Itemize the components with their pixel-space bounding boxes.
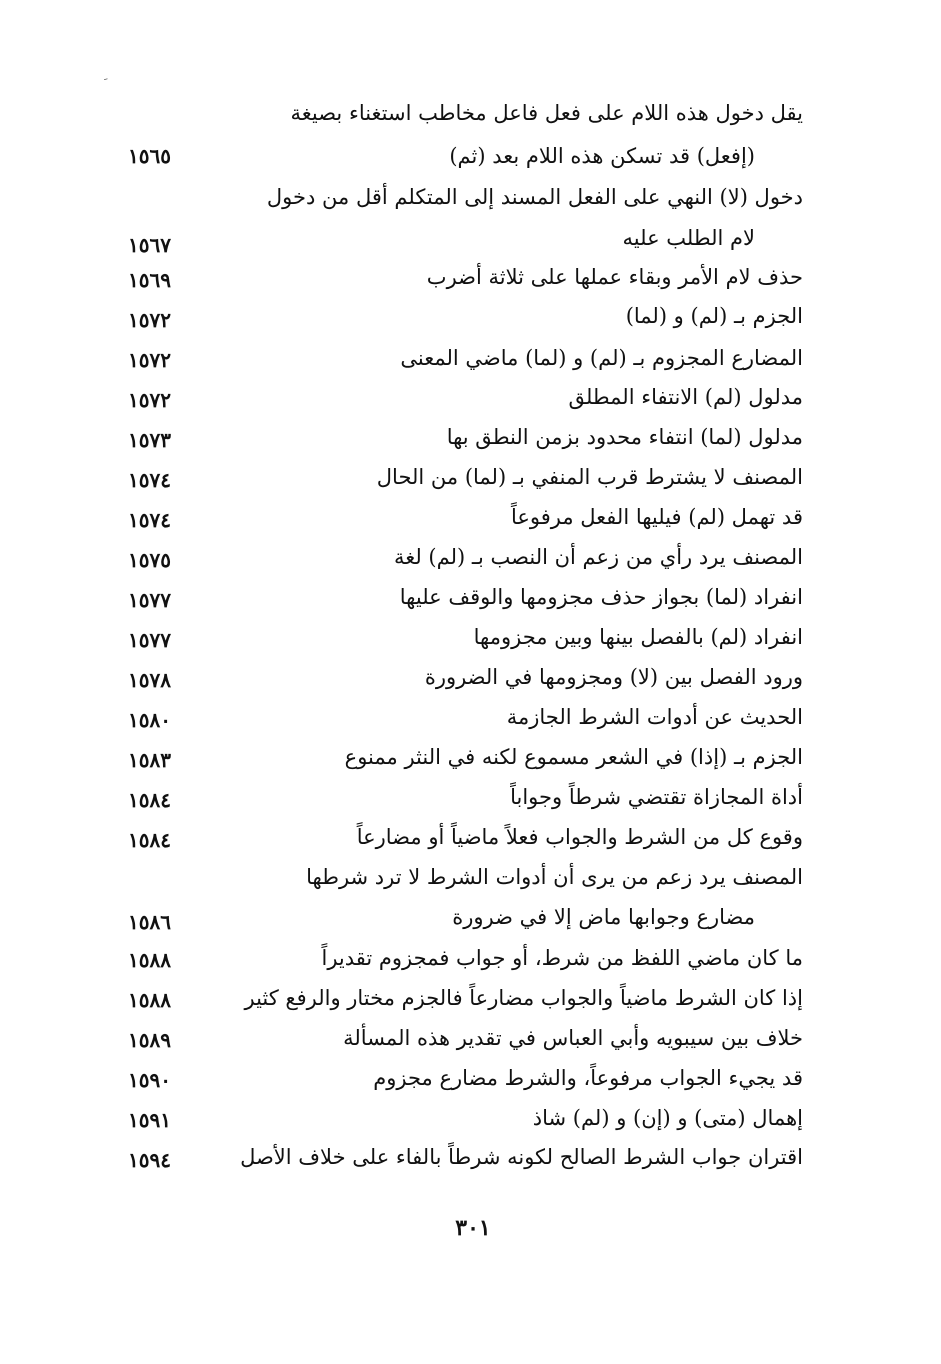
toc-entry-page-number: ١٥٦٧ (128, 233, 171, 257)
toc-entry-page-number: ١٥٨٤ (128, 788, 171, 812)
toc-entry-page-number: ١٥٧٢ (128, 308, 171, 332)
toc-entry-title-line: إذا كان الشرط ماضياً والجواب مضارعاً فالجزم مختار والرفع كثير (244, 986, 803, 1010)
toc-entry-page-number: ١٥٧٥ (128, 548, 171, 572)
toc-entry-page-number: ١٥٧٢ (128, 348, 171, 372)
toc-entry-title-line: دخول (لا) النهي على الفعل المسند إلى المتكلم أقل من دخول (266, 185, 803, 209)
toc-entry-page-number: ١٥٧٢ (128, 388, 171, 412)
toc-entry-title-line: لام الطلب عليه (622, 226, 755, 250)
toc-entry-page-number: ١٥٩٠ (128, 1068, 171, 1092)
toc-entry-page-number: ١٥٨٠ (128, 708, 171, 732)
toc-entry-title-line: (إفعل) قد تسكن هذه اللام بعد (ثم) (449, 144, 755, 168)
toc-entry-title-line: قد تهمل (لم) فيليها الفعل مرفوعاً (510, 505, 803, 529)
toc-entry-title-line: المضارع المجزوم بـ (لم) و (لما) ماضي المعنى (400, 346, 803, 370)
toc-entry-title-line: الحديث عن أدوات الشرط الجازمة (506, 705, 803, 729)
toc-entry-page-number: ١٥٦٥ (128, 144, 171, 168)
toc-entry-page-number: ١٥٨٣ (128, 748, 171, 772)
toc-entry-title-line: ورود الفصل بين (لا) ومجزومها في الضرورة (424, 665, 803, 689)
toc-entry-page-number: ١٥٦٩ (128, 268, 171, 292)
toc-entry-title-line: مدلول (لم) الانتفاء المطلق (568, 385, 803, 409)
toc-entry-page-number: ١٥٧٧ (128, 588, 171, 612)
toc-entry-page-number: ١٥٩١ (128, 1108, 171, 1132)
toc-entry-page-number: ١٥٩٤ (128, 1148, 171, 1172)
toc-entry-title-line: المصنف لا يشترط قرب المنفي بـ (لما) من الحال (376, 465, 803, 489)
toc-entry-title-line: اقتران جواب الشرط الصالح لكونه شرطاً بالفاء على خلاف الأصل (240, 1145, 803, 1169)
toc-entry-page-number: ١٥٨٦ (128, 910, 171, 934)
toc-entry-page-number: ١٥٧٧ (128, 628, 171, 652)
toc-entry-page-number: ١٥٨٩ (128, 1028, 171, 1052)
toc-entry-title-line: الجزم بـ (لم) و (لما) (625, 304, 803, 328)
toc-entry-page-number: ١٥٨٨ (128, 988, 171, 1012)
toc-entry-page-number: ١٥٧٤ (128, 508, 171, 532)
toc-entry-title-line: خلاف بين سيبويه وأبي العباس في تقدير هذه المسألة (343, 1026, 803, 1050)
toc-entry-title-line: يقل دخول هذه اللام على فعل فاعل مخاطب استغناء بصيغة (290, 101, 803, 125)
toc-entry-page-number: ١٥٨٤ (128, 828, 171, 852)
toc-entry-page-number: ١٥٧٣ (128, 428, 171, 452)
toc-entry-title-line: ما كان ماضي اللفظ من شرط، أو جواب فمجزوم تقديراً (321, 946, 803, 970)
toc-entry-page-number: ١٥٧٨ (128, 668, 171, 692)
toc-entry-title-line: انفراد (لما) بجواز حذف مجزومها والوقف عليها (399, 585, 803, 609)
toc-entry-page-number: ١٥٨٨ (128, 948, 171, 972)
toc-entry-title-line: المصنف يرد زعم من يرى أن أدوات الشرط لا ترد شرطها (306, 865, 803, 889)
toc-entry-title-line: أداة المجازاة تقتضي شرطاً وجواباً (510, 785, 803, 809)
toc-entry-page-number: ١٥٧٤ (128, 468, 171, 492)
toc-entry-title-line: مضارع وجوابها ماض إلا في ضرورة (452, 905, 755, 929)
toc-entry-title-line: مدلول (لما) انتفاء محدود بزمن النطق بها (446, 425, 803, 449)
toc-entry-title-line: قد يجيء الجواب مرفوعاً، والشرط مضارع مجزوم (373, 1066, 803, 1090)
toc-entry-title-line: إهمال (متى) و (إن) و (لم) شاذ (532, 1106, 803, 1130)
toc-entry-title-line: الجزم بـ (إذا) في الشعر مسموع لكنه في النثر ممنوع (344, 745, 803, 769)
toc-entry-title-line: حذف لام الأمر وبقاء عملها على ثلاثة أضرب (426, 265, 803, 289)
toc-entry-title-line: انفراد (لم) بالفصل بينها وبين مجزومها (473, 625, 803, 649)
page-folio-number: ٣٠١ (455, 1215, 491, 1241)
toc-entry-title-line: وقوع كل من الشرط والجواب فعلاً ماضياً أو مضارعاً (356, 825, 803, 849)
toc-entry-title-line: المصنف يرد رأي من زعم أن النصب بـ (لم) لغة (393, 545, 803, 569)
margin-mark: ﹶ (104, 76, 108, 90)
